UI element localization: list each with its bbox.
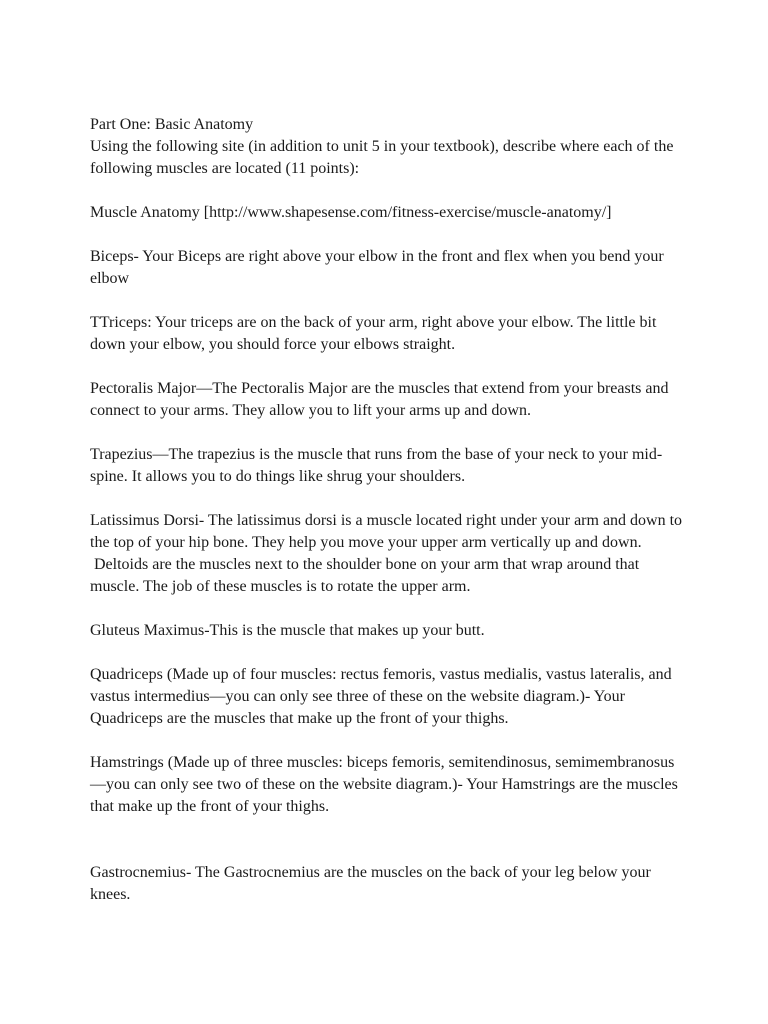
entry-quadriceps: Quadriceps (Made up of four muscles: rectus femoris, vastus medialis, vastus lateralis, and vastus intermedius—you can only see three of these on the website diagram.)- Your Quadriceps are the muscles that make up the front of your thighs. (90, 666, 676, 727)
site-reference: Muscle Anatomy [http://www.shapesense.com/fitness-exercise/muscle-anatomy/] (90, 204, 612, 221)
entry-triceps: TTriceps: Your triceps are on the back of your arm, right above your elbow. The little bit down your elbow, you should force your elbows straight. (90, 314, 661, 353)
entry-biceps: Biceps- Your Biceps are right above your elbow in the front and flex when you bend your elbow (90, 248, 668, 287)
entry-deltoids: Deltoids are the muscles next to the shoulder bone on your arm that wrap around that muscle. The job of these muscles is to rotate the upper arm. (90, 556, 644, 595)
instructions-text: Using the following site (in addition to unit 5 in your textbook), describe where each of the following muscles are located (11 points): (90, 138, 678, 177)
entry-gluteus-maximus: Gluteus Maximus-This is the muscle that makes up your butt. (90, 622, 485, 639)
document-body (90, 114, 690, 928)
entry-gastrocnemius: Gastrocnemius- The Gastrocnemius are the muscles on the back of your leg below your knees. (90, 864, 655, 903)
entry-hamstrings: Hamstrings (Made up of three muscles: biceps femoris, semitendinosus, semimembranosus—you can only see two of these on the website diagram.)- Your Hamstrings are the muscles that make up the front of your thighs. (90, 754, 682, 815)
entry-latissimus-dorsi: Latissimus Dorsi- The latissimus dorsi is a muscle located right under your arm and down to the top of your hip bone. They help you move your upper arm vertically up and down. (90, 512, 687, 551)
entry-trapezius: Trapezius—The trapezius is the muscle that runs from the base of your neck to your mid-spine. It allows you to do things like shrug your shoulders. (90, 446, 663, 485)
entry-pectoralis-major: Pectoralis Major—The Pectoralis Major are the muscles that extend from your breasts and connect to your arms. They allow you to lift your arms up and down. (90, 380, 673, 419)
document-title: Part One: Basic Anatomy (90, 116, 254, 133)
